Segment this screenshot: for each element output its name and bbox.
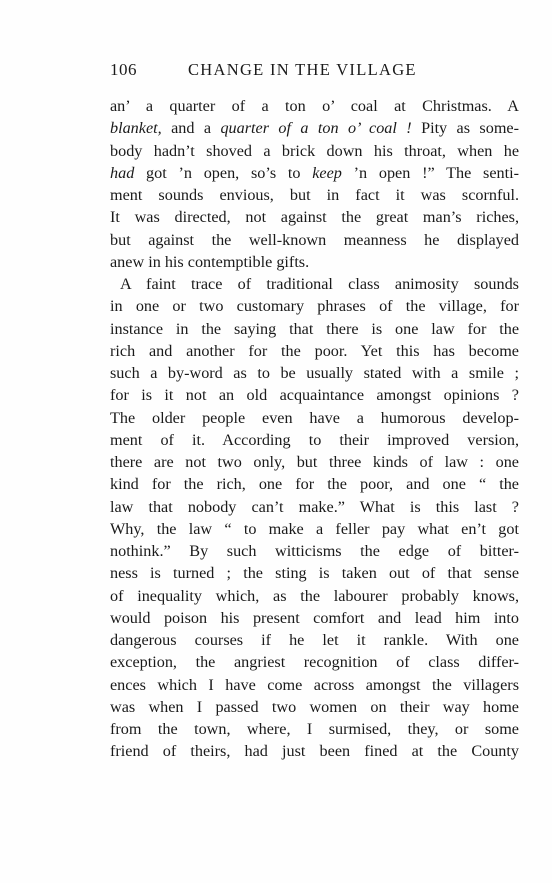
text-run: rich and another for the poor. Yet this has become xyxy=(110,341,519,360)
running-head: CHANGE IN THE VILLAGE xyxy=(188,60,417,79)
text-run: an’ a quarter of a ton o’ coal at Christmas. A xyxy=(110,97,519,115)
text-line xyxy=(110,518,519,540)
text-line xyxy=(110,318,519,340)
text-line xyxy=(110,340,519,362)
text-run: kind for the rich, one for the poor, and one “ the xyxy=(110,475,519,494)
text-run: was when I passed two women on their way home xyxy=(110,697,519,716)
page-header xyxy=(110,60,519,84)
text-line xyxy=(110,585,519,607)
text-run: instance in the saying that there is one law for the xyxy=(110,319,519,338)
text-run: ment of it. According to their improved version, xyxy=(110,430,519,449)
text-run: from the town, where, I surmised, they, or some xyxy=(110,720,519,738)
text-line xyxy=(110,496,519,518)
text-run: ’n open !” The senti- xyxy=(341,163,519,182)
text-line xyxy=(110,629,519,651)
text-line xyxy=(110,740,519,762)
text-run: Why, the law “ to make a feller pay what en’t got xyxy=(110,519,519,538)
text-line xyxy=(110,696,519,718)
text-run: of inequality which, as the labourer probably knows, xyxy=(110,586,519,605)
text-line xyxy=(110,117,519,139)
italic-text: keep xyxy=(312,163,342,182)
text-line xyxy=(110,229,519,251)
text-line xyxy=(110,473,519,495)
text-run: ment sounds envious, but in fact it was scornful. xyxy=(110,186,519,204)
text-run: body hadn’t shoved a brick down his throat, when he xyxy=(110,141,519,160)
text-run: anew in his contemptible gifts. xyxy=(110,252,310,271)
text-run: Pity as some- xyxy=(411,119,519,138)
text-line xyxy=(110,540,519,562)
text-line xyxy=(110,429,519,451)
text-run: there are not two only, but three kinds of law : one xyxy=(110,453,519,471)
text-run: exception, the angriest recognition of class differ- xyxy=(110,653,519,672)
text-run: nothink.” By such witticisms the edge of bitter- xyxy=(110,542,519,560)
text-line xyxy=(110,140,519,162)
text-line xyxy=(110,651,519,673)
body-text xyxy=(110,95,519,763)
text-line xyxy=(110,362,519,384)
text-run: The older people even have a humorous develop- xyxy=(110,408,519,427)
text-line xyxy=(110,407,519,429)
text-run: in one or two customary phrases of the village, for xyxy=(110,297,519,316)
text-run: such a by-word as to be usually stated with a smile ; xyxy=(110,364,519,382)
text-run: A faint trace of traditional class animosity sounds xyxy=(120,275,519,293)
text-run: got ’n open, so’s to xyxy=(134,163,313,182)
text-run: would poison his present comfort and lead him into xyxy=(110,608,519,627)
text-line xyxy=(110,674,519,696)
text-line xyxy=(110,562,519,584)
text-line xyxy=(110,184,519,206)
text-line xyxy=(110,206,519,228)
text-run: ences which I have come across amongst the villagers xyxy=(110,675,519,694)
text-line xyxy=(110,162,519,184)
text-run: It was directed, not against the great man’s riches, xyxy=(110,208,519,227)
text-run: friend of theirs, had just been fined at the County xyxy=(110,742,519,761)
text-line xyxy=(110,718,519,740)
italic-text: had xyxy=(110,163,135,182)
text-line xyxy=(110,251,519,273)
italic-text: quarter of a ton o’ coal ! xyxy=(220,119,412,138)
page-number: 106 xyxy=(110,60,137,79)
text-run: law that nobody can’t make.” What is this last ? xyxy=(110,497,519,516)
text-line xyxy=(110,451,519,473)
text-run: but against the well-known meanness he displayed xyxy=(110,230,519,249)
text-run: dangerous courses if he let it rankle. With one xyxy=(110,631,519,649)
text-run: and a xyxy=(161,119,221,138)
text-line xyxy=(110,384,519,406)
text-run: ness is turned ; the sting is taken out of that sense xyxy=(110,564,519,583)
text-run: for is it not an old acquaintance amongst opinions ? xyxy=(110,386,519,405)
italic-text: blanket, xyxy=(110,119,162,138)
text-line xyxy=(110,95,519,117)
text-line xyxy=(110,295,519,317)
text-line xyxy=(110,273,519,295)
text-line xyxy=(110,607,519,629)
